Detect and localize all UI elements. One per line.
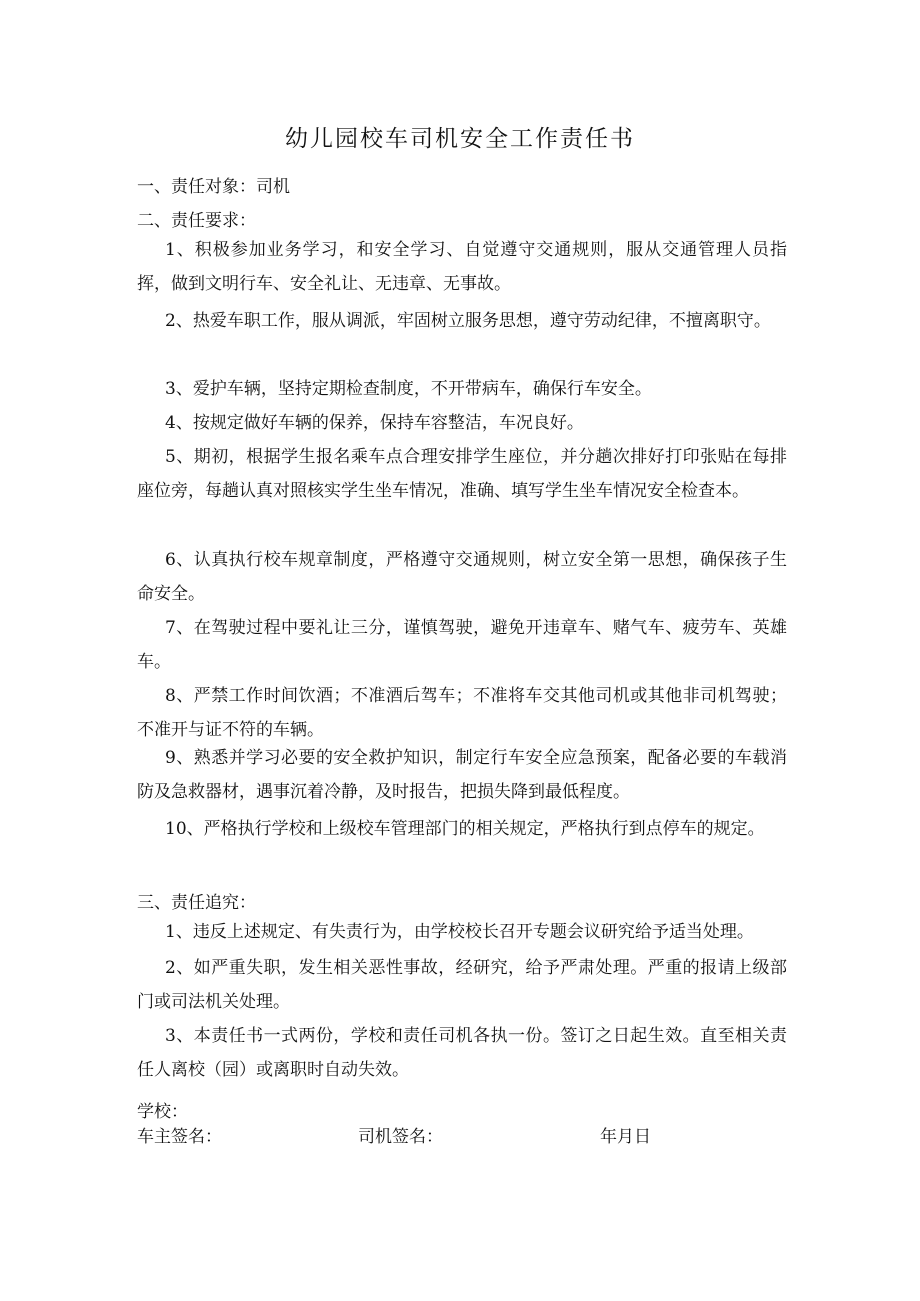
requirement-item: 1、积极参加业务学习，和安全学习、自觉遵守交通规则，服从交通管理人员指挥，做到文明行车、安全礼让、无违章、无事故。 <box>137 240 787 294</box>
requirement-item: 5、期初，根据学生报名乘车点合理安排学生座位，并分趟次排好打印张贴在每排座位旁，每趟认真对照核实学生坐车情况，准确、填写学生坐车情况安全检查本。 <box>137 447 787 501</box>
accountability-item: 1、违反上述规定、有失责行为，由学校校长召开专题会议研究给予适当处理。 <box>165 922 754 942</box>
section-target: 一、责任对象：司机 <box>137 177 290 197</box>
requirement-item: 10、严格执行学校和上级校车管理部门的相关规定，严格执行到点停车的规定。 <box>165 819 765 839</box>
date-label: 年月日 <box>600 1127 651 1147</box>
requirement-item: 7、在驾驶过程中要礼让三分，谨慎驾驶，避免开违章车、赌气车、疲劳车、英雄车。 <box>137 618 787 672</box>
requirement-item: 6、认真执行校车规章制度，严格遵守交通规则，树立安全第一思想，确保孩子生命安全。 <box>137 550 787 604</box>
section-accountability-heading: 三、责任追究： <box>137 893 256 913</box>
requirement-item: 4、按规定做好车辆的保养，保持车容整洁，车况良好。 <box>165 413 584 433</box>
accountability-item: 3、本责任书一式两份，学校和责任司机各执一份。签订之日起生效。直至相关责任人离校（园）或离职时自动失效。 <box>137 1026 787 1080</box>
requirement-item: 3、爱护车辆，坚持定期检查制度，不开带病车，确保行车安全。 <box>165 379 652 399</box>
requirement-item: 2、热爱车职工作，服从调派，牢固树立服务思想，遵守劳动纪律，不擅离职守。 <box>165 311 771 331</box>
requirement-item: 9、熟悉并学习必要的安全救护知识，制定行车安全应急预案，配备必要的车载消防及急救器材，遇事沉着冷静，及时报告，把损失降到最低程度。 <box>137 748 787 802</box>
section-requirements-heading: 二、责任要求： <box>137 211 256 231</box>
accountability-item: 2、如严重失职，发生相关恶性事故，经研究，给予严肃处理。严重的报请上级部门或司法机关处理。 <box>137 958 787 1012</box>
requirement-item: 8、严禁工作时间饮酒；不准酒后驾车；不准将车交其他司机或其他非司机驾驶；不准开与证不符的车辆。 <box>137 686 787 740</box>
driver-signature-label: 司机签名： <box>358 1127 443 1147</box>
school-signature-label: 学校： <box>137 1102 188 1122</box>
owner-signature-label: 车主签名： <box>137 1127 222 1147</box>
document-title: 幼儿园校车司机安全工作责任书 <box>285 126 635 152</box>
